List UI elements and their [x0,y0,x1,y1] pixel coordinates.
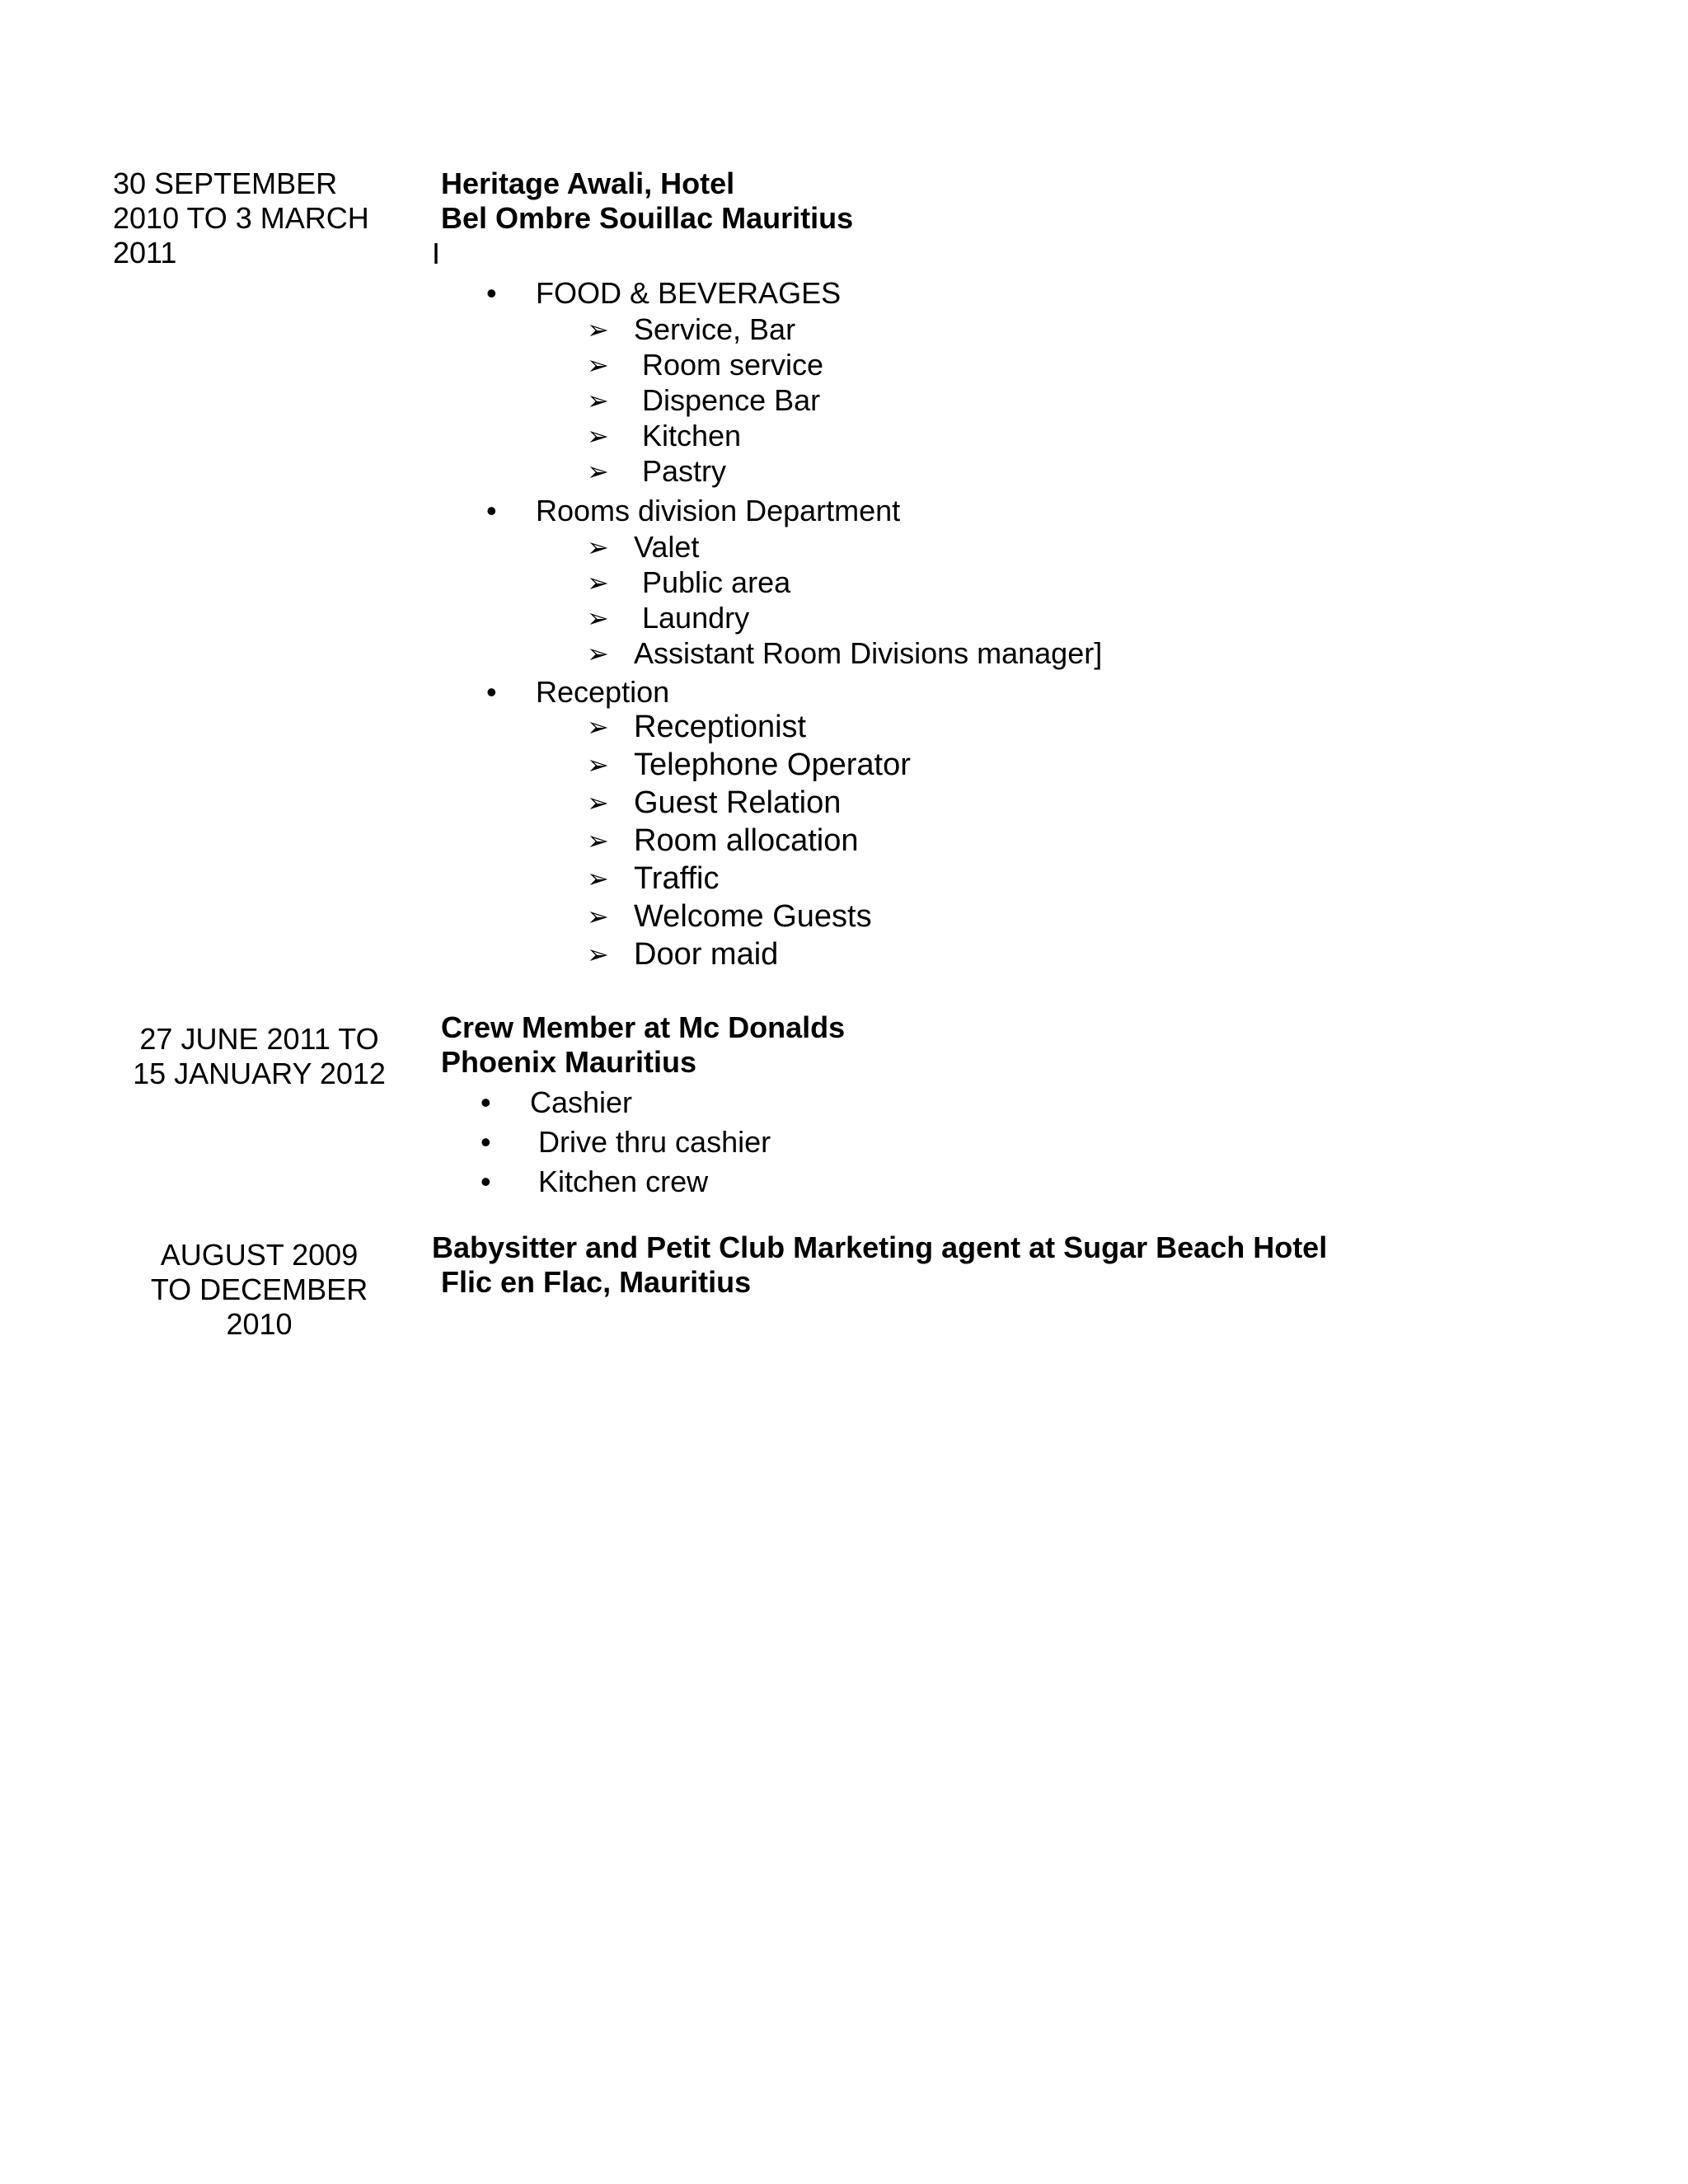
arrow-bullet-icon: ➢ [587,940,609,969]
arrow-bullet-icon: ➢ [587,386,609,415]
list-item-label: Assistant Room Divisions manager] [634,636,1103,670]
arrow-bullet-icon: ➢ [587,750,609,780]
entry-1-date [113,166,369,270]
arrow-bullet-icon: ➢ [587,350,609,380]
arrow-bullet-icon: ➢ [587,457,609,486]
group-label: Rooms division Department [536,494,901,527]
list-item-label: Dispence Bar [634,383,821,417]
list-item-label: Room allocation [634,823,859,858]
entry-2-title [441,1010,845,1080]
entry-1-date-line: 2010 TO 3 MARCH [113,201,369,235]
entry-1-date-line: 30 SEPTEMBER [113,166,338,200]
list-item-label: Guest Relation [634,785,842,820]
list-item-label: Public area [634,565,791,599]
arrow-bullet-icon: ➢ [587,568,609,598]
entry-1-employer: Heritage Awali, Hotel [441,166,735,200]
arrow-bullet-icon: ➢ [587,902,609,931]
entry-3-date-line: 2010 [226,1307,293,1341]
group-label: Reception [536,675,670,709]
arrow-bullet-icon: ➢ [587,421,609,451]
arrow-bullet-icon: ➢ [587,788,609,818]
entry-2-location: Phoenix Mauritius [441,1045,697,1079]
bullet-icon: • [481,1085,491,1119]
arrow-bullet-icon: ➢ [587,639,609,668]
entry-2-date-line: 27 JUNE 2011 TO [139,1022,379,1056]
list-item-label: Pastry [634,454,727,488]
arrow-bullet-icon: ➢ [587,315,609,344]
entry-2-date-line: 15 JANUARY 2012 [133,1057,386,1090]
entry-3-employer: Babysitter and Petit Club Marketing agent at Sugar Beach Hotel [432,1230,1328,1264]
list-item-label: Valet [634,530,700,564]
list-item-label: Welcome Guests [634,899,872,934]
list-item-label: Kitchen [634,419,742,452]
list-item-label: Kitchen crew [530,1165,709,1198]
list-item-label: Drive thru cashier [530,1125,771,1159]
entry-3-title [432,1230,1327,1300]
list-item-label: Telephone Operator [634,748,911,782]
entry-3-date-line: AUGUST 2009 [160,1238,359,1272]
bullet-icon: • [486,276,497,310]
list-item-label: Room service [634,348,824,382]
bullet-icon: • [486,494,497,527]
bullet-icon: • [486,675,497,709]
arrow-bullet-icon: ➢ [587,532,609,562]
entry-3-location: Flic en Flac, Mauritius [441,1265,752,1299]
list-item-label: Cashier [530,1085,633,1119]
arrow-bullet-icon: ➢ [587,603,609,633]
entry-1-stray-mark: I [432,237,441,270]
arrow-bullet-icon: ➢ [587,712,609,742]
entry-1-date-line: 2011 [113,236,177,269]
entry-2-date [125,1022,393,1091]
list-item-label: Laundry [634,601,750,635]
group-label: FOOD & BEVERAGES [536,276,842,310]
arrow-bullet-icon: ➢ [587,826,609,855]
entry-1-title [441,166,853,236]
list-item-label: Traffic [634,861,720,896]
list-item-label: Door maid [634,937,779,972]
bullet-icon: • [481,1125,491,1159]
list-item-label: Receptionist [634,710,807,744]
entry-3-date [125,1238,393,1342]
arrow-bullet-icon: ➢ [587,864,609,893]
entry-2-employer: Crew Member at Mc Donalds [441,1010,846,1044]
entry-3-date-line: TO DECEMBER [150,1272,368,1306]
list-item-label: Service, Bar [634,312,796,346]
bullet-icon: • [481,1165,491,1198]
entry-1-location: Bel Ombre Souillac Mauritius [441,201,854,235]
